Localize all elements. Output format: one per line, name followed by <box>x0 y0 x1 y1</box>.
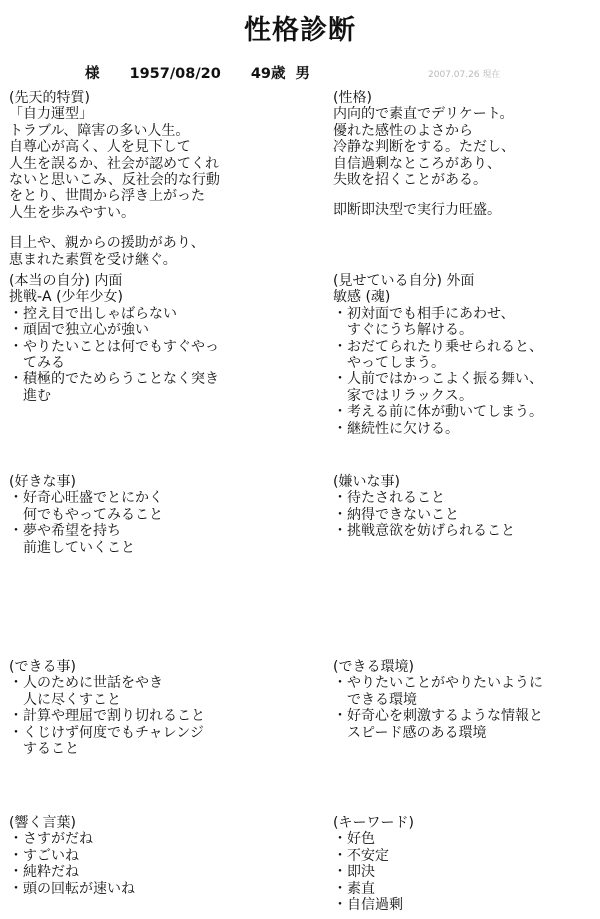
personality-paragraph-2 <box>333 202 515 218</box>
list-item-text: ・夢や希望を持ち <box>9 523 121 540</box>
true-self-items <box>9 306 219 404</box>
self-type: 敏感 (魂) <box>333 289 391 306</box>
text-line: をとり、世間から浮き上がった <box>9 188 205 205</box>
section-heading: (響く言葉) <box>9 815 76 831</box>
list-item-continuation: すぐにうち解ける。 <box>347 322 473 339</box>
list-item-text: ・純粋だね <box>9 864 79 881</box>
list-item-continuation: 人に尽くすこと <box>23 691 121 708</box>
environment-items <box>333 675 543 741</box>
can-do-items <box>9 675 205 757</box>
section-heading: (できる事) <box>9 659 76 675</box>
shown-self-items <box>333 306 543 437</box>
list-item-text: ・好奇心旺盛でとにかく <box>9 490 163 507</box>
text-line: 失敗を招くことがある。 <box>333 172 487 189</box>
list-item <box>333 490 515 506</box>
list-item-text: ・考える前に体が動いてしまう。 <box>333 404 543 421</box>
list-item-text: ・納得できないこと <box>333 506 459 523</box>
text-line: 優れた感性のよさから <box>333 122 473 139</box>
section-heading: (本当の自分) 内面 <box>9 273 123 289</box>
list-item-continuation: 進む <box>23 387 51 404</box>
list-item-continuation: 家ではリラックス。 <box>347 387 473 404</box>
text-line: 目上や、親からの援助があり、 <box>9 235 205 252</box>
text-line: 恵まれた素質を受け継ぐ。 <box>9 251 177 268</box>
list-item-continuation: てみる <box>23 355 65 372</box>
page-title: 性格診断 <box>244 15 356 46</box>
list-item-text: ・挑戦意欲を妨げられること <box>333 523 515 540</box>
list-item-text: ・すごいね <box>9 847 79 864</box>
list-item <box>333 881 414 897</box>
section-dislikes <box>333 474 515 540</box>
list-item <box>333 339 543 372</box>
words-items <box>9 831 135 897</box>
innate-paragraph-1 <box>9 123 220 221</box>
list-item-text: ・積極的でためらうことなく突き <box>9 371 219 388</box>
section-innate <box>9 90 220 268</box>
list-item <box>9 306 219 322</box>
list-item <box>333 848 414 864</box>
list-item-text: ・不安定 <box>333 847 389 864</box>
list-item-text: ・素直 <box>333 880 375 897</box>
list-item <box>9 523 163 556</box>
section-environment <box>333 659 543 741</box>
list-item-text: ・好色 <box>333 831 375 848</box>
list-item-continuation: スピード感のある環境 <box>347 724 487 741</box>
section-can-do <box>9 659 205 757</box>
list-item-continuation: できる環境 <box>347 691 417 708</box>
text-line: 人生を歩みやすい。 <box>9 204 135 221</box>
list-item <box>333 897 414 913</box>
list-item-text: ・控え目で出しゃばらない <box>9 305 177 322</box>
list-item-text: ・継続性に欠ける。 <box>333 420 459 437</box>
section-shown-self <box>333 273 543 437</box>
section-likes <box>9 474 163 556</box>
list-item-text: ・計算や理屈で割り切れること <box>9 708 205 725</box>
list-item-text: ・やりたいことがやりたいように <box>333 675 543 692</box>
list-item <box>333 708 543 741</box>
section-personality <box>333 90 515 219</box>
list-item-continuation: 前進していくこと <box>23 539 135 556</box>
list-item <box>333 675 543 708</box>
innate-paragraph-2 <box>9 235 220 268</box>
personality-paragraph-1 <box>333 106 515 188</box>
list-item <box>333 523 515 539</box>
birthdate: 1957/08/20 <box>129 66 221 82</box>
list-item-text: ・頑固で独立心が強い <box>9 322 149 339</box>
text-line: ないと思いこみ、反社会的な行動 <box>9 172 220 189</box>
list-item <box>9 371 219 404</box>
list-item <box>9 708 205 724</box>
list-item-text: ・好奇心を刺激するような情報と <box>333 708 543 725</box>
text-line: 人生を誤るか、社会が認めてくれ <box>9 155 219 172</box>
list-item-text: ・さすがだね <box>9 831 93 848</box>
dislikes-items <box>333 490 515 539</box>
list-item <box>9 490 163 523</box>
section-heading: (できる環境) <box>333 659 414 675</box>
list-item <box>333 421 543 437</box>
list-item-text: ・人前ではかっこよく振る舞い、 <box>333 371 543 388</box>
text-line: 内向的で素直でデリケート。 <box>333 106 514 123</box>
list-item <box>9 322 219 338</box>
list-item <box>333 404 543 420</box>
list-item <box>333 864 414 880</box>
list-item <box>333 371 543 404</box>
list-item-continuation: すること <box>23 741 79 758</box>
list-item-text: ・人のために世話をやき <box>9 675 163 692</box>
section-true-self <box>9 273 219 404</box>
list-item <box>9 881 135 897</box>
section-heading: (キーワード) <box>333 815 414 831</box>
list-item <box>333 306 543 339</box>
list-item-text: ・くじけず何度でもチャレンジ <box>9 724 204 741</box>
likes-items <box>9 490 163 556</box>
list-item <box>333 507 515 523</box>
client-info <box>85 62 340 83</box>
list-item-text: ・初対面でも相手にあわせ、 <box>333 305 515 322</box>
section-heading: (見せている自分) 外面 <box>333 273 475 289</box>
text-line: トラブル、障害の多い人生。 <box>9 122 190 139</box>
list-item-text: ・やりたいことは何でもすぐやっ <box>9 338 219 355</box>
section-keywords <box>333 815 414 913</box>
text-line: 自信過剰なところがあり、 <box>333 155 501 172</box>
date-stamp: 2007.07.26 現在 <box>428 70 501 80</box>
list-item <box>9 864 135 880</box>
self-type: 挑戦-A (少年少女) <box>9 289 124 306</box>
list-item <box>9 848 135 864</box>
list-item-continuation: 何でもやってみること <box>23 506 163 523</box>
list-item <box>9 675 205 708</box>
section-heading: (先天的特質) <box>9 90 90 106</box>
list-item <box>333 831 414 847</box>
list-item-text: ・即決 <box>333 864 375 881</box>
gender: 男 <box>295 66 310 82</box>
age: 49歳 <box>250 66 286 82</box>
list-item-text: ・頭の回転が速いね <box>9 880 135 897</box>
text-line: 自尊心が高く、人を見下して <box>9 139 191 156</box>
section-words <box>9 815 135 897</box>
text-line: 冷静な判断をする。ただし、 <box>333 139 515 156</box>
list-item-continuation: やってしまう。 <box>347 355 445 372</box>
list-item-text: ・待たされること <box>333 490 445 507</box>
list-item <box>9 339 219 372</box>
list-item-text: ・おだてられたり乗せられると、 <box>333 338 543 355</box>
section-heading: (性格) <box>333 90 372 106</box>
section-heading: (好きな事) <box>9 474 76 490</box>
list-item <box>9 831 135 847</box>
text-line: 即断即決型で実行力旺盛。 <box>333 202 501 219</box>
keywords-items <box>333 831 414 913</box>
section-heading: (嫌いな事) <box>333 474 400 490</box>
list-item <box>9 725 205 758</box>
list-item-text: ・自信過剰 <box>333 897 403 914</box>
honorific: 様 <box>85 66 100 82</box>
fortune-type: 「自力運型」 <box>9 106 93 123</box>
